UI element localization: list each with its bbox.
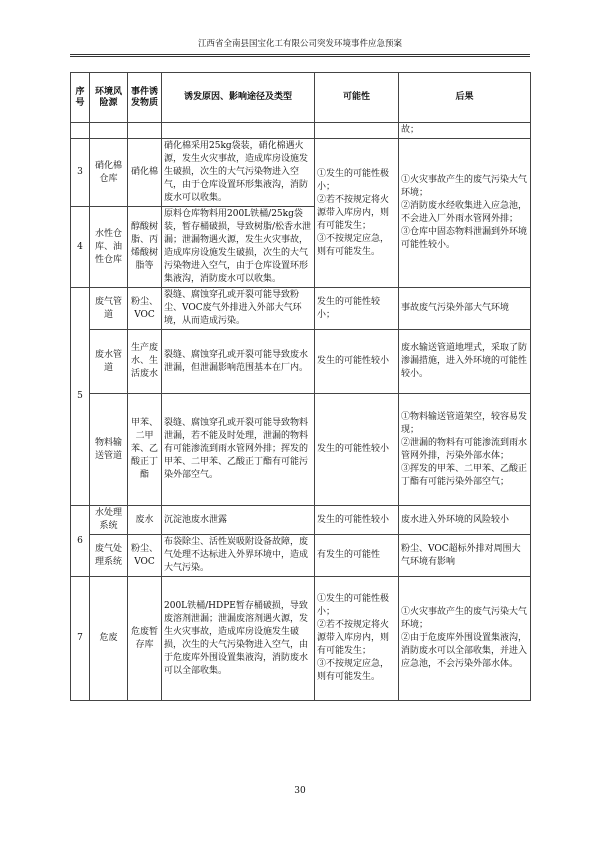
cell-substance: 生产废水、生活废水	[128, 330, 162, 394]
cell-consequence: ①火灾事故产生的废气污染大气环境； ②由于危废库外围设置集液沟，消防废水可以全部收集，并进入应急池，不会污染外部水体。	[399, 577, 531, 701]
cell-consequence: 废水输送管道地埋式，采取了防渗漏措施，进入外环境的可能性较小。	[399, 330, 531, 394]
cell-cause: 裂缝、腐蚀穿孔或开裂可能导致物料泄漏，若不能及时处理，泄漏的物料有可能渗流到雨水管网外排；挥发的甲苯、二甲苯、乙酸正丁酯有可能污染外部空气。	[162, 394, 315, 506]
cell-consequence: ①火灾事故产生的废气污染大气环境； ②消防废水经收集进入应急池，不会进入厂外雨水管网外排； ③仓库中固态物料泄漏到外环境可能性较小。	[399, 139, 531, 288]
cell-cause: 布袋除尘、活性炭吸附设备故障，废气处理不达标进入外界环境中，造成大气污染。	[162, 535, 315, 577]
cell-cause	[162, 123, 315, 139]
table-row	[71, 330, 531, 394]
cell-source: 废气管道	[90, 288, 128, 330]
cell-seq: 4	[71, 207, 90, 288]
cell-consequence: 事故废气污染外部大气环境	[399, 288, 531, 330]
cell-substance: 废水	[128, 506, 162, 535]
cell-seq	[71, 123, 90, 139]
cell-possibility: ①发生的可能性极小； ②若不按规定将火源带入库房内，则有可能发生； ③不按规定应急，则有可能发生。	[315, 577, 399, 701]
cell-possibility: 发生的可能性较小	[315, 394, 399, 506]
cell-consequence: 故；	[399, 123, 531, 139]
header-consequence: 后果	[399, 73, 531, 123]
cell-cause: 裂缝、腐蚀穿孔或开裂可能导致粉尘、VOC废气外排进入外部大气环境，从而造成污染。	[162, 288, 315, 330]
cell-substance	[128, 123, 162, 139]
document-header: 江西省全南县国宝化工有限公司突发环境事件应急预案	[197, 39, 402, 49]
cell-consequence: 废水进入外环境的风险较小	[399, 506, 531, 535]
cell-consequence: 粉尘、VOC超标外排对周围大气环境有影响	[399, 535, 531, 577]
cell-substance: 硝化棉	[128, 139, 162, 207]
header-rule-thick	[70, 56, 530, 57]
cell-seq: 7	[71, 577, 90, 701]
cell-substance: 醇酸树脂、丙烯酸树脂等	[128, 207, 162, 288]
cell-seq: 6	[71, 506, 90, 577]
cell-source: 硝化棉仓库	[90, 139, 128, 207]
cell-possibility: 发生的可能性较小	[315, 506, 399, 535]
table-row	[71, 506, 531, 535]
page-number: 30	[294, 786, 306, 796]
cell-source: 废水管道	[90, 330, 128, 394]
table-row	[71, 394, 531, 506]
cell-source: 水处理系统	[90, 506, 128, 535]
cell-cause: 硝化棉采用25kg袋装，硝化棉遇火源，发生火灾事故，造成库房设施发生破损，次生的大气污染物进入空气，由于仓库设置环形集液沟，消防废水可以收集。	[162, 139, 315, 207]
cell-source: 危废	[90, 577, 128, 701]
cell-possibility: ①发生的可能性极小； ②若不按规定将火源带入库房内，则有可能发生； ③不按规定应急，则有可能发生。	[315, 139, 399, 288]
cell-substance: 甲苯、二甲苯、乙酸正丁酯	[128, 394, 162, 506]
cell-seq: 3	[71, 139, 90, 207]
header-cause: 诱发原因、影响途径及类型	[162, 73, 315, 123]
table-header-row	[71, 73, 531, 123]
cell-source	[90, 123, 128, 139]
cell-substance: 粉尘、VOC	[128, 288, 162, 330]
cell-possibility: 发生的可能性较小	[315, 330, 399, 394]
cell-source: 废气处理系统	[90, 535, 128, 577]
cell-substance: 粉尘、VOC	[128, 535, 162, 577]
table-row	[71, 577, 531, 701]
cell-source: 水性仓库、油性仓库	[90, 207, 128, 288]
risk-table	[70, 72, 531, 701]
header-seq: 序号	[71, 73, 90, 123]
cell-cause: 200L铁桶/HDPE暂存桶破损，导致废溶剂泄漏；泄漏废溶剂遇火源，发生火灾事故，造成库房设施发生破损，次生的大气污染物进入空气，由于危废库外围设置集液沟，消防废水可以全部收集。	[162, 577, 315, 701]
header-possibility: 可能性	[315, 73, 399, 123]
table-row	[71, 123, 531, 139]
cell-cause: 裂缝、腐蚀穿孔或开裂可能导致废水泄漏，但泄漏影响范围基本在厂内。	[162, 330, 315, 394]
cell-substance: 危废暂存库	[128, 577, 162, 701]
cell-possibility: 有发生的可能性	[315, 535, 399, 577]
table-row	[71, 535, 531, 577]
cell-possibility: 发生的可能性较小；	[315, 288, 399, 330]
table-row	[71, 288, 531, 330]
header-rule-thin	[70, 54, 530, 55]
cell-cause: 原料仓库物料用200L铁桶/25kg袋装，暂存桶破损，导致树脂/松香水泄漏；泄漏物遇火源，发生火灾事故，造成库房设施发生破损，次生的大气污染物进入空气，由于仓库设置环形集液沟，消防废水可以收集。	[162, 207, 315, 288]
header-substance: 事件诱发物质	[128, 73, 162, 123]
cell-consequence: ①物料输送管道架空，较容易发现； ②泄漏的物料有可能渗流到雨水管网外排，污染外部水体； ③挥发的甲苯、二甲苯、乙酸正丁酯有可能污染外部空气；	[399, 394, 531, 506]
cell-cause: 沉淀池废水泄露	[162, 506, 315, 535]
cell-possibility	[315, 123, 399, 139]
header-source: 环境风险源	[90, 73, 128, 123]
cell-seq: 5	[71, 288, 90, 506]
table-row	[71, 139, 531, 207]
cell-source: 物料输送管道	[90, 394, 128, 506]
